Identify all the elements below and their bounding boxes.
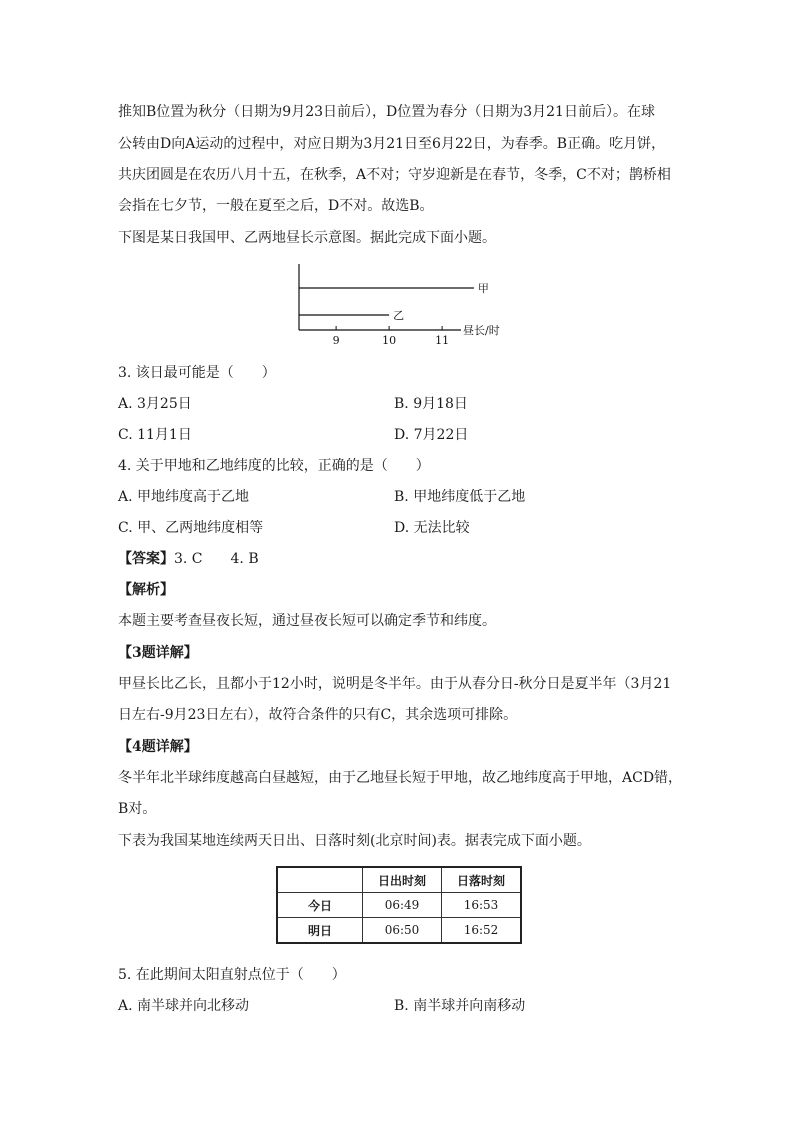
table-cell: 今日 [277,893,363,918]
x-tick-label-10: 10 [382,334,397,347]
q3-option-c: C. 11月1日 [118,427,192,443]
table-header-sunset: 日落时刻 [442,867,522,893]
figure-intro: 下图是某日我国甲、乙两地昼长示意图。据此完成下面小题。 [118,230,496,246]
table-row [277,893,521,918]
table-row [277,918,521,944]
detail4-line-1: 冬半年北半球纬度越高白昼越短，由于乙地昼长短于甲地，故乙地纬度高于甲地，ACD错， [118,770,683,786]
table-intro: 下表为我国某地连续两天日出、日落时刻(北京时间)表。据表完成下面小题。 [118,833,591,849]
explanation-line-1: 推知B位置为秋分（日期为9月23日前后），D位置为春分（日期为3月21日前后）。在球 [118,104,655,120]
detail3-line-2: 日左右-9月23日左右），故符合条件的只有C，其余选项可排除。 [118,707,518,723]
q4-stem: 4. 关于甲地和乙地纬度的比较，正确的是（ ） [118,458,430,474]
q5-option-b: B. 南半球并向南移动 [394,998,526,1014]
table-cell: 明日 [277,918,363,944]
x-tick-label-11: 11 [435,334,450,347]
analysis-label: 【解析】 [118,582,174,598]
q5-option-a: A. 南半球并向北移动 [118,998,250,1014]
analysis-text: 本题主要考查昼夜长短，通过昼夜长短可以确定季节和纬度。 [118,613,496,629]
series-label-yi: 乙 [393,309,405,322]
table-header-sunrise: 日出时刻 [363,867,442,893]
explanation-line-2: 公转由D向A运动的过程中，对应日期为3月21日至6月22日，为春季。B正确。吃月饼， [118,136,666,152]
q4-option-c: C. 甲、乙两地纬度相等 [118,520,264,536]
answer-line [118,549,718,569]
q4-option-b: B. 甲地纬度低于乙地 [394,489,526,505]
daylength-figure [285,258,515,350]
detail3-label: 【3题详解】 [118,645,198,661]
table-header-cell [277,867,363,893]
detail3-line-1: 甲昼长比乙长，且都小于12小时，说明是冬半年。由于从春分日-秋分日是夏半年（3月21 [118,676,672,692]
q3-stem: 3. 该日最可能是（ ） [118,365,276,381]
q5-stem: 5. 在此期间太阳直射点位于（ ） [118,967,346,983]
table-cell: 06:50 [363,918,442,944]
sunrise-sunset-table [276,866,522,944]
q3-option-b: B. 9月18日 [394,396,468,412]
q4-option-d: D. 无法比较 [394,520,470,536]
answer-label: 【答案】 [118,551,174,567]
q3-option-a: A. 3月25日 [118,396,192,412]
table-cell: 16:53 [442,893,522,918]
table-cell: 16:52 [442,918,522,944]
detail4-label: 【4题详解】 [118,739,198,755]
q3-option-d: D. 7月22日 [394,427,469,443]
series-label-jia: 甲 [477,282,489,295]
detail4-line-2: B对。 [118,801,157,817]
table-header-row [277,867,521,893]
x-axis-label: 昼长/时 [463,324,500,337]
explanation-line-4: 会指在七夕节，一般在夏至之后，D不对。故选B。 [118,198,434,214]
x-tick-label-9: 9 [332,334,340,347]
table-cell: 06:49 [363,893,442,918]
explanation-line-3: 共庆团圆是在农历八月十五，在秋季，A不对；守岁迎新是在春节，冬季，C不对；鹊桥相 [118,167,671,183]
answer-text: 3. C 4. B [174,551,259,567]
q4-option-a: A. 甲地纬度高于乙地 [118,489,250,505]
